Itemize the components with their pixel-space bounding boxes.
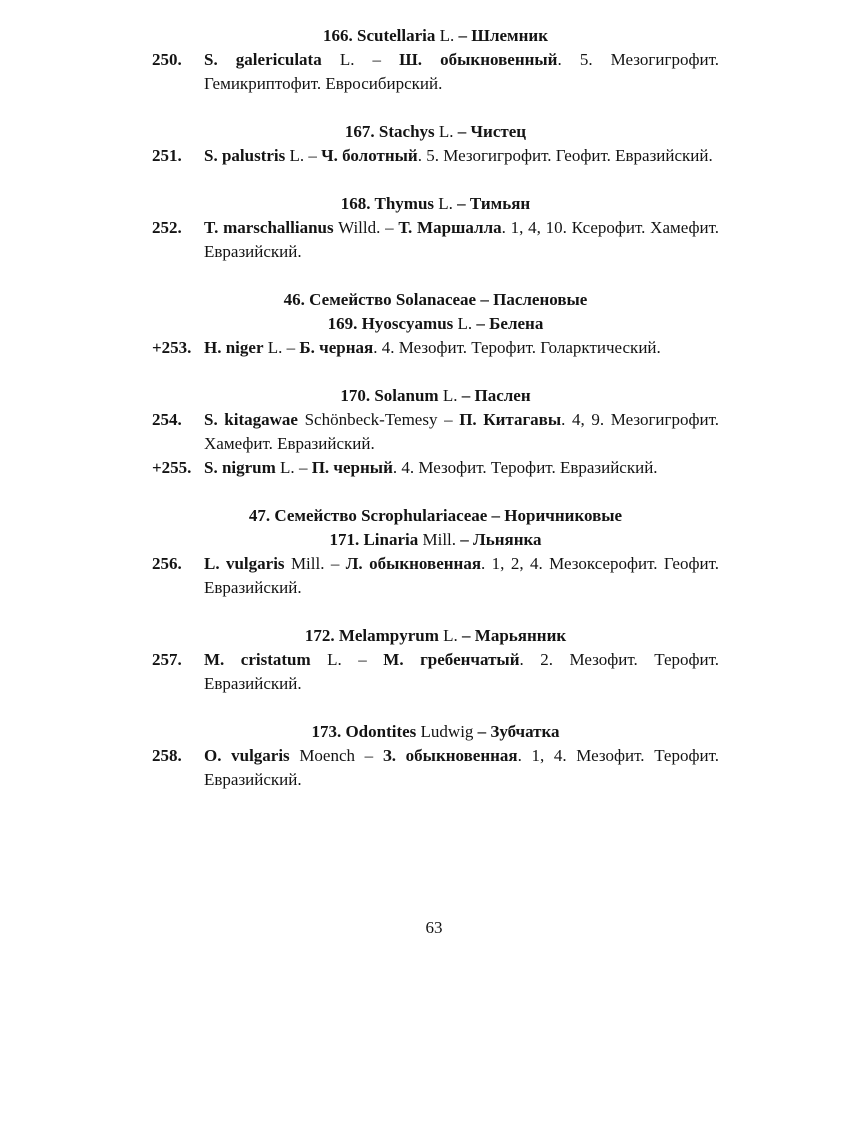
- species-entry: 256. L. vulgaris Mill. – Л. обыкновенная. 1, 2, 4. Мезоксерофит. Геофит. Евразийский.: [152, 554, 719, 597]
- species-entry: 251. S. palustris L. – Ч. болотный. 5. Мезогигрофит. Геофит. Евразийский.: [152, 146, 713, 165]
- species-entry: 254. S. kitagawae Schönbeck-Temesy – П. Китагавы. 4, 9. Мезогигрофит. Хамефит. Евразийский.: [152, 410, 720, 453]
- genus-heading: 172. Melampyrum L. – Марьянник: [304, 626, 567, 645]
- family-heading: 46. Семейство Solanaceae – Пасленовые: [283, 290, 588, 309]
- page-number: 63: [425, 918, 443, 937]
- family-heading: 47. Семейство Scrophulariaceae – Норичниковые: [248, 506, 623, 525]
- species-entry: 252. T. marschallianus Willd. – Т. Маршалла. 1, 4, 10. Ксерофит. Хамефит. Евразийский.: [152, 218, 720, 261]
- species-entry: 257. M. cristatum L. – М. гребенчатый. 2. Мезофит. Терофит. Евразийский.: [152, 650, 720, 693]
- genus-heading: 171. Linaria Mill. – Льнянка: [329, 530, 542, 549]
- genus-heading: 173. Odontites Ludwig – Зубчатка: [311, 722, 560, 741]
- species-entry: 250. S. galericulata L. – Ш. обыкновенный. 5. Мезогигрофит. Гемикриптофит. Евросибирский.: [152, 50, 719, 93]
- genus-heading: 168. Thymus L. – Тимьян: [340, 194, 531, 213]
- species-entry: +255. S. nigrum L. – П. черный. 4. Мезофит. Терофит. Евразийский.: [152, 458, 658, 477]
- species-entry: +253. H. niger L. – Б. черная. 4. Мезофит. Терофит. Голарктический.: [152, 338, 661, 357]
- genus-heading: 166. Scutellaria L. – Шлемник: [323, 26, 548, 45]
- genus-heading: 167. Stachys L. – Чистец: [344, 122, 527, 141]
- text-column: [152, 24, 719, 792]
- species-entry: 258. O. vulgaris Moench – З. обыкновенная. 1, 4. Мезофит. Терофит. Евразийский.: [152, 746, 719, 789]
- genus-heading: 170. Solanum L. – Паслен: [340, 386, 531, 405]
- genus-heading: 169. Hyoscyamus L. – Белена: [327, 314, 544, 333]
